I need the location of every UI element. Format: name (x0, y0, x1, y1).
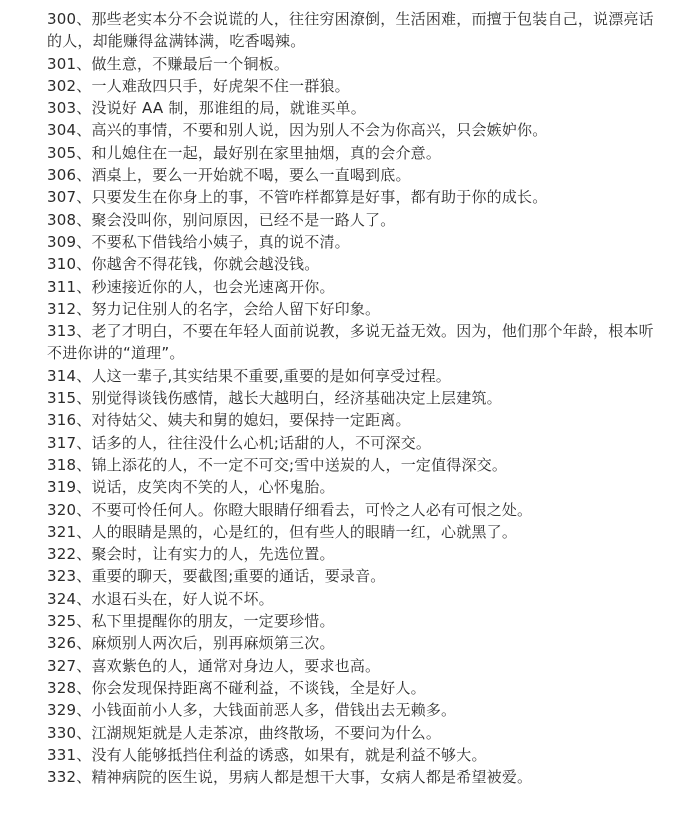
item-number: 326 (47, 634, 77, 653)
item-separator: 、 (76, 188, 92, 207)
item-text: 话多的人，往往没什么心机;话甜的人，不可深交。 (91, 433, 432, 452)
list-item (47, 320, 667, 365)
item-text: 你会发现保持距离不碰利益，不谈钱，全是好人。 (91, 678, 426, 697)
numbered-text-list (47, 8, 667, 788)
item-separator: 、 (76, 166, 92, 185)
item-text: 喜欢紫色的人，通常对身边人，要求也高。 (91, 656, 381, 675)
item-separator: 、 (76, 656, 92, 675)
item-number: 330 (47, 723, 77, 742)
item-separator: 、 (76, 76, 92, 95)
item-separator: 、 (76, 455, 92, 474)
item-text: 没有人能够抵挡住利益的诱惑，如果有，就是利益不够大。 (91, 745, 487, 764)
item-separator: 、 (76, 10, 92, 28)
list-item (47, 476, 667, 498)
item-number: 311 (47, 277, 77, 296)
item-text: 别觉得谈钱伤感情，越长大越明白，经济基础决定上层建筑。 (91, 389, 502, 408)
item-text: 一人难敌四只手，好虎架不住一群狼。 (91, 76, 350, 95)
list-item (47, 543, 667, 565)
item-number: 302 (47, 76, 77, 95)
item-separator: 、 (76, 768, 92, 787)
item-text: 麻烦别人两次后，别再麻烦第三次。 (91, 634, 335, 653)
item-text: 重要的聊天，要截图;重要的通话，要录音。 (91, 567, 386, 586)
item-number: 305 (47, 143, 77, 162)
item-text: 高兴的事情，不要和别人说，因为别人不会为你高兴，只会嫉妒你。 (91, 121, 548, 140)
item-separator: 、 (76, 389, 92, 408)
list-item (47, 588, 667, 610)
item-separator: 、 (76, 411, 92, 430)
item-number: 327 (47, 656, 77, 675)
item-separator: 、 (76, 210, 92, 229)
item-text: 对待姑父、姨夫和舅的媳妇，要保持一定距离。 (91, 411, 411, 430)
item-separator: 、 (76, 522, 92, 541)
list-item (47, 186, 667, 208)
item-number: 320 (47, 500, 77, 519)
list-item (47, 632, 667, 654)
item-separator: 、 (76, 678, 92, 697)
item-separator: 、 (76, 567, 92, 586)
item-separator: 、 (76, 54, 92, 73)
item-text: 水退石头在，好人说不坏。 (91, 589, 274, 608)
item-text: 只要发生在你身上的事，不管咋样都算是好事，都有助于你的成长。 (91, 188, 548, 207)
list-item (47, 699, 667, 721)
item-text: 说话，皮笑肉不笑的人，心怀鬼胎。 (91, 478, 335, 497)
item-text: 江湖规矩就是人走茶凉，曲终散场，不要问为什么。 (91, 723, 442, 742)
item-number: 304 (47, 121, 77, 140)
list-item (47, 744, 667, 766)
item-number: 329 (47, 701, 77, 720)
list-item (47, 253, 667, 275)
item-text: 努力记住别人的名字，会给人留下好印象。 (91, 299, 381, 318)
item-separator: 、 (76, 745, 92, 764)
list-item (47, 766, 667, 788)
item-text: 锦上添花的人，不一定不可交;雪中送炭的人，一定值得深交。 (91, 455, 508, 474)
item-number: 316 (47, 411, 77, 430)
list-item (47, 164, 667, 186)
item-text: 那些老实本分不会说谎的人，往往穷困潦倒，生活困难，而擅于包装自己，说漂亮话的人，却能赚得盆满钵满，吃香喝辣。 (47, 10, 654, 51)
item-number: 301 (47, 54, 77, 73)
item-separator: 、 (76, 612, 92, 631)
item-text: 做生意，不赚最后一个铜板。 (91, 54, 290, 73)
item-separator: 、 (76, 366, 92, 385)
item-separator: 、 (76, 634, 92, 653)
item-text: 人这一辈子,其实结果不重要,重要的是如何享受过程。 (91, 366, 451, 385)
item-text: 老了才明白，不要在年轻人面前说教，多说无益无效。因为，他们那个年龄，根本听不进你讲的“道理”。 (47, 322, 654, 363)
item-number: 325 (47, 612, 77, 631)
item-separator: 、 (76, 589, 92, 608)
item-separator: 、 (76, 545, 92, 564)
item-separator: 、 (76, 322, 92, 341)
list-item (47, 387, 667, 409)
list-item (47, 677, 667, 699)
item-separator: 、 (76, 701, 92, 720)
item-text: 人的眼睛是黑的，心是红的，但有些人的眼睛一红，心就黑了。 (91, 522, 518, 541)
item-separator: 、 (76, 478, 92, 497)
item-text: 你越舍不得花钱，你就会越没钱。 (91, 255, 320, 274)
list-item (47, 276, 667, 298)
item-text: 小钱面前小人多，大钱面前恶人多，借钱出去无赖多。 (91, 701, 457, 720)
item-number: 323 (47, 567, 77, 586)
list-item (47, 298, 667, 320)
item-number: 318 (47, 455, 77, 474)
list-item (47, 409, 667, 431)
item-number: 300 (47, 10, 77, 28)
item-number: 308 (47, 210, 77, 229)
item-number: 315 (47, 389, 77, 408)
item-text: 不要可怜任何人。你瞪大眼睛仔细看去，可怜之人必有可恨之处。 (91, 500, 533, 519)
item-text: 精神病院的医生说，男病人都是想干大事，女病人都是希望被爱。 (91, 768, 533, 787)
list-item (47, 209, 667, 231)
item-number: 328 (47, 678, 77, 697)
list-item (47, 454, 667, 476)
item-number: 309 (47, 232, 77, 251)
item-number: 324 (47, 589, 77, 608)
item-number: 331 (47, 745, 77, 764)
list-item (47, 722, 667, 744)
list-item (47, 97, 667, 119)
item-number: 313 (47, 322, 77, 341)
item-number: 321 (47, 522, 77, 541)
item-number: 314 (47, 366, 77, 385)
item-separator: 、 (76, 143, 92, 162)
item-text: 聚会时，让有实力的人，先选位置。 (91, 545, 335, 564)
item-text: 没说好 AA 制，那谁组的局，就谁买单。 (91, 99, 366, 118)
list-item (47, 610, 667, 632)
list-item (47, 655, 667, 677)
item-text: 聚会没叫你，别问原因，已经不是一路人了。 (91, 210, 396, 229)
item-number: 310 (47, 255, 77, 274)
item-separator: 、 (76, 99, 92, 118)
item-number: 317 (47, 433, 77, 452)
item-separator: 、 (76, 433, 92, 452)
item-text: 不要私下借钱给小姨子，真的说不清。 (91, 232, 350, 251)
list-item (47, 499, 667, 521)
item-number: 303 (47, 99, 77, 118)
item-number: 307 (47, 188, 77, 207)
list-item (47, 75, 667, 97)
item-separator: 、 (76, 121, 92, 140)
item-text: 酒桌上，要么一开始就不喝，要么一直喝到底。 (91, 166, 411, 185)
list-item (47, 142, 667, 164)
list-item (47, 8, 667, 53)
item-separator: 、 (76, 299, 92, 318)
item-number: 322 (47, 545, 77, 564)
list-item (47, 565, 667, 587)
item-separator: 、 (76, 723, 92, 742)
item-text: 秒速接近你的人，也会光速离开你。 (91, 277, 335, 296)
item-number: 332 (47, 768, 77, 787)
item-number: 319 (47, 478, 77, 497)
list-item (47, 365, 667, 387)
item-number: 312 (47, 299, 77, 318)
item-number: 306 (47, 166, 77, 185)
item-separator: 、 (76, 255, 92, 274)
item-separator: 、 (76, 500, 92, 519)
list-item (47, 432, 667, 454)
item-separator: 、 (76, 277, 92, 296)
item-text: 私下里提醒你的朋友，一定要珍惜。 (91, 612, 335, 631)
list-item (47, 521, 667, 543)
list-item (47, 231, 667, 253)
item-separator: 、 (76, 232, 92, 251)
item-text: 和儿媳住在一起，最好别在家里抽烟，真的会介意。 (91, 143, 442, 162)
list-item (47, 119, 667, 141)
list-item (47, 53, 667, 75)
